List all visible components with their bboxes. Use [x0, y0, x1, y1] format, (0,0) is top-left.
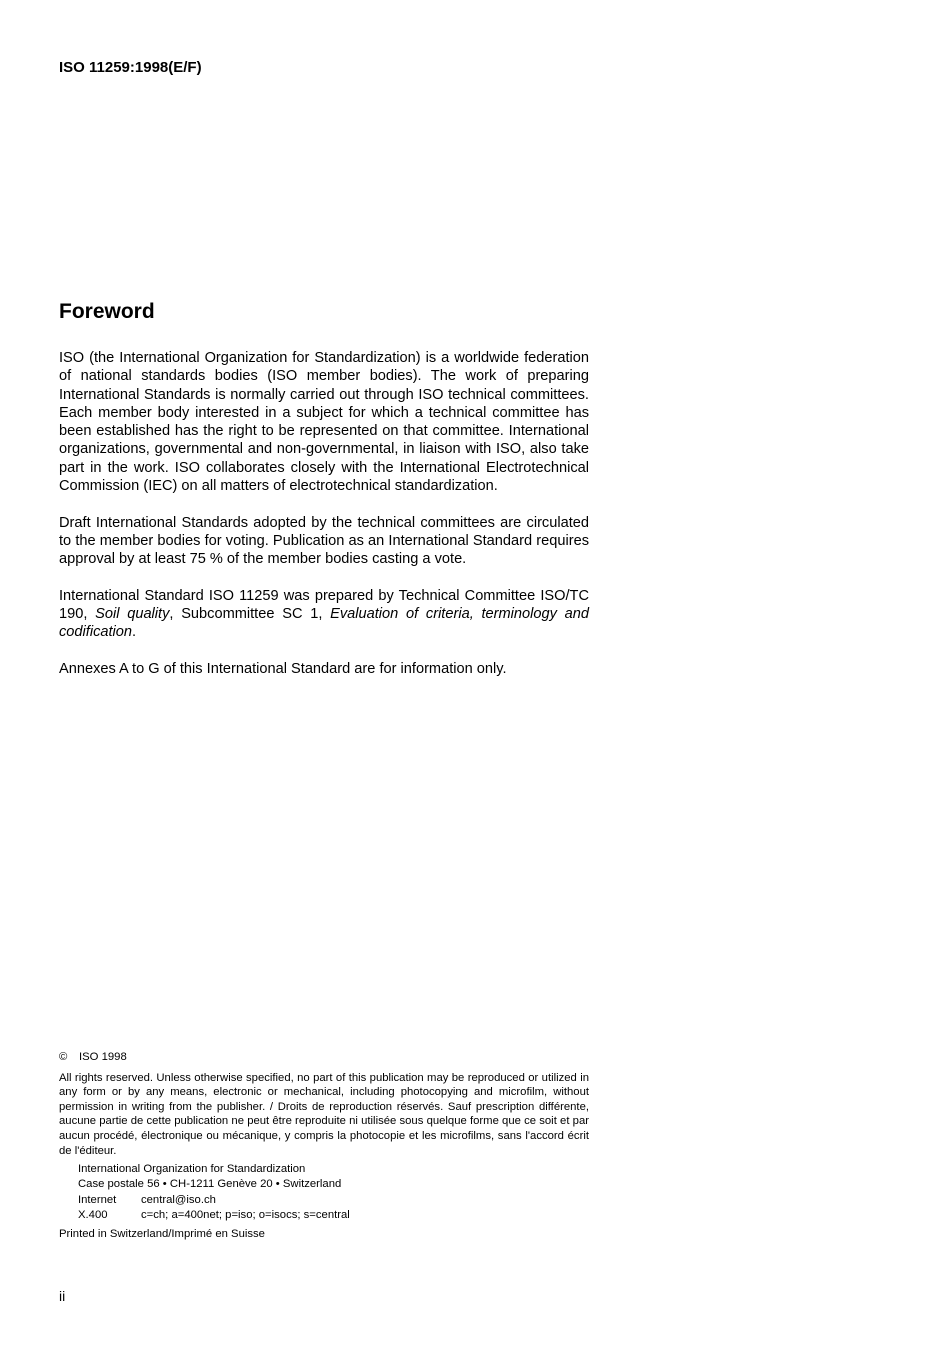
copyright-icon: ©	[59, 1051, 68, 1063]
internet-value: central@iso.ch	[141, 1193, 216, 1206]
x400-row	[78, 1208, 589, 1223]
x400-label: X.400	[78, 1208, 108, 1221]
internet-label: Internet	[78, 1193, 117, 1206]
paragraph-text: .	[132, 624, 137, 641]
paragraph-text: International Standard ISO 11259 was prepared by Technical Committee ISO/TC 190,	[59, 587, 589, 623]
document-id: ISO 11259:1998(E/F)	[59, 59, 202, 76]
organization-name: International Organization for Standardization	[78, 1163, 306, 1176]
publisher-address	[78, 1162, 589, 1223]
page-number: ii	[59, 1288, 66, 1304]
foreword-body	[59, 349, 589, 697]
copyright-block	[59, 1050, 589, 1242]
foreword-paragraph-3	[59, 587, 589, 642]
foreword-paragraph-2: Draft International Standards adopted by the technical committees are circulated to the member bodies for voting. Publication as an International Standard requires approval by at least 75 % of the member bodies casting a vote.	[59, 514, 589, 568]
internet-row	[78, 1193, 589, 1208]
postal-address: Case postale 56 • CH-1211 Genève 20 • Switzerland	[78, 1178, 342, 1191]
x400-value: c=ch; a=400net; p=iso; o=isocs; s=central	[141, 1208, 350, 1221]
paragraph-text: , Subcommittee SC 1,	[169, 606, 331, 623]
subcommittee-name: Evaluation of criteria, terminology and codification	[59, 606, 590, 641]
printed-in: Printed in Switzerland/Imprimé en Suisse	[59, 1227, 265, 1240]
copyright-year: ISO 1998	[79, 1051, 127, 1063]
foreword-paragraph-4: Annexes A to G of this International Standard are for information only.	[59, 661, 507, 678]
copyright-notice	[59, 1050, 589, 1065]
page-title: Foreword	[59, 300, 155, 323]
foreword-paragraph-1: ISO (the International Organization for Standardization) is a worldwide federation of national standards bodies (ISO member bodies). The work of preparing International Standards is normally carried out through ISO technical committees. Each member body interested in a subject for which a technical committee has been established has the right to be represented on that committee. International organizations, governmental and non-governmental, in liaison with ISO, also take part in the work. ISO collaborates closely with the International Electrotechnical Commission (IEC) on all matters of electrotechnical standardization.	[59, 350, 589, 495]
committee-name: Soil quality	[95, 606, 170, 623]
rights-statement: All rights reserved. Unless otherwise specified, no part of this publication may be reproduced or utilized in any form or by any means, electronic or mechanical, including photocopying and microfilm, without permission in writing from the publisher. / Droits de reproduction réservés. Sauf prescription différente, aucune partie de cette publication ne peut être reproduite ni utilisée sous quelque forme que ce soit et par aucun procédé, électronique ou mécanique, y compris la photocopie et les microfilms, sans l'accord écrit de l'éditeur.	[59, 1071, 589, 1157]
